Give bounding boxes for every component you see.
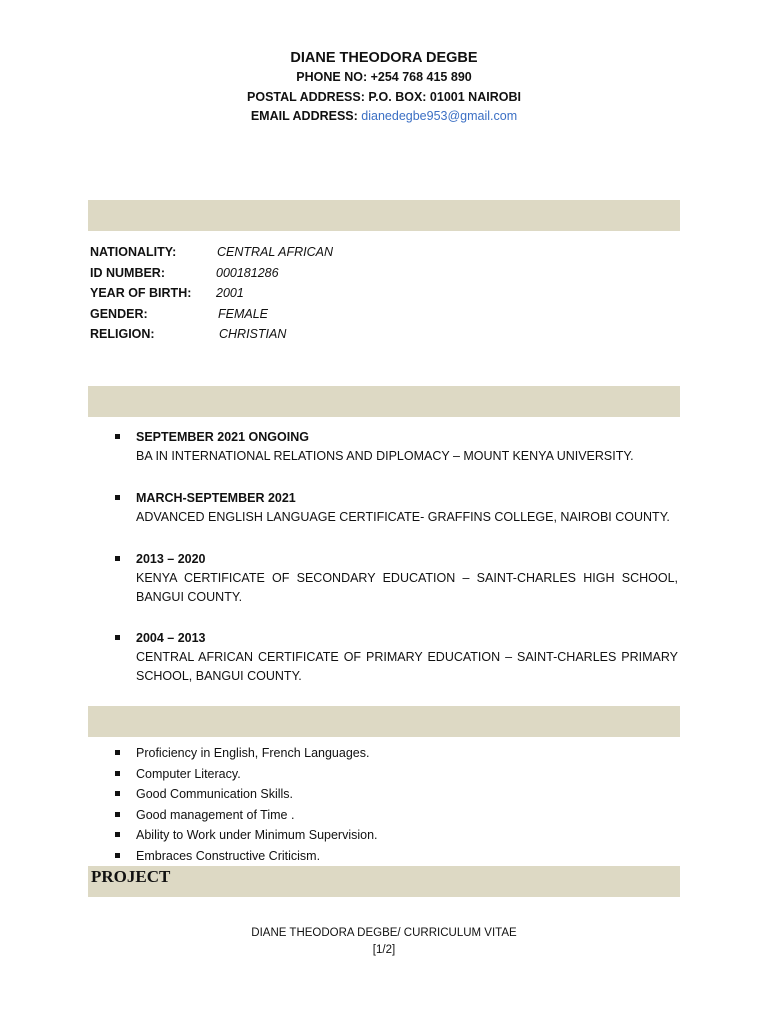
page-footer [0, 925, 768, 959]
personal-row-religion [90, 324, 490, 345]
id-number-value: 000181286 [216, 265, 279, 280]
education-date: MARCH-SEPTEMBER 2021 [136, 491, 296, 505]
education-date: 2013 – 2020 [136, 552, 206, 566]
section-band-skills [88, 706, 680, 737]
education-item [88, 549, 678, 606]
education-date: 2004 – 2013 [136, 631, 206, 645]
bullet-icon [115, 853, 120, 858]
section-band-personal [88, 200, 680, 231]
year-of-birth-label: YEAR OF BIRTH: [90, 286, 192, 300]
section-band-project [88, 866, 680, 897]
project-section-title: PROJECT [91, 867, 171, 886]
religion-label: RELIGION: [90, 327, 155, 341]
personal-row-gender [90, 304, 490, 325]
id-number-label: ID NUMBER: [90, 265, 165, 280]
bullet-icon [115, 791, 120, 796]
education-description: CENTRAL AFRICAN CERTIFICATE OF PRIMARY EDUCATION – SAINT-CHARLES PRIMARY SCHOOL, BANGUI COUNTY. [136, 650, 678, 683]
bullet-icon [115, 771, 120, 776]
education-date: SEPTEMBER 2021 ONGOING [136, 430, 309, 444]
education-description: KENYA CERTIFICATE OF SECONDARY EDUCATION – SAINT-CHARLES HIGH SCHOOL, BANGUI COUNTY. [136, 571, 678, 604]
personal-row-nationality [90, 242, 490, 263]
candidate-name: DIANE THEODORA DEGBE [290, 50, 478, 66]
skill-item [88, 805, 678, 826]
bullet-icon [115, 750, 120, 755]
bullet-icon [115, 812, 120, 817]
footer-title: DIANE THEODORA DEGBE/ CURRICULUM VITAE [251, 927, 517, 939]
year-of-birth-value: 2001 [216, 286, 244, 300]
education-description: BA IN INTERNATIONAL RELATIONS AND DIPLOMACY – MOUNT KENYA UNIVERSITY. [136, 449, 634, 463]
bullet-icon [115, 495, 120, 500]
personal-details [90, 242, 490, 345]
personal-row-birth-year [90, 283, 490, 304]
bullet-icon [115, 556, 120, 561]
skill-text: Proficiency in English, French Languages. [136, 746, 370, 760]
skill-text: Ability to Work under Minimum Supervision. [136, 828, 378, 842]
email-label: EMAIL ADDRESS: [250, 109, 358, 123]
section-band-education [88, 386, 680, 417]
email-link[interactable]: dianedegbe953@gmail.com [361, 109, 518, 123]
email-line [0, 107, 768, 127]
religion-value: CHRISTIAN [219, 327, 287, 341]
bullet-icon [115, 832, 120, 837]
gender-label: GENDER: [90, 306, 148, 321]
personal-row-id [90, 263, 490, 284]
gender-value: FEMALE [218, 306, 269, 321]
phone-line: PHONE NO: +254 768 415 890 [296, 70, 472, 84]
education-item [88, 628, 678, 685]
skill-text: Computer Literacy. [136, 766, 241, 781]
bullet-icon [115, 434, 120, 439]
cv-header [0, 48, 768, 127]
skill-text: Good Communication Skills. [136, 787, 294, 801]
nationality-label: NATIONALITY: [90, 245, 177, 259]
education-description: ADVANCED ENGLISH LANGUAGE CERTIFICATE- GRAFFINS COLLEGE, NAIROBI COUNTY. [136, 510, 670, 524]
skill-item [88, 784, 678, 805]
postal-address-line: POSTAL ADDRESS: P.O. BOX: 01001 NAIROBI [247, 89, 521, 104]
skills-list [88, 743, 678, 866]
skill-item [88, 764, 678, 785]
skill-item [88, 825, 678, 846]
skill-text: Good management of Time . [136, 807, 295, 822]
page-number: [1/2] [372, 944, 396, 956]
skill-item [88, 846, 678, 867]
education-item [88, 488, 678, 527]
skill-text: Embraces Constructive Criticism. [136, 848, 321, 863]
education-item [88, 427, 678, 466]
bullet-icon [115, 635, 120, 640]
nationality-value: CENTRAL AFRICAN [217, 245, 333, 259]
skill-item [88, 743, 678, 764]
